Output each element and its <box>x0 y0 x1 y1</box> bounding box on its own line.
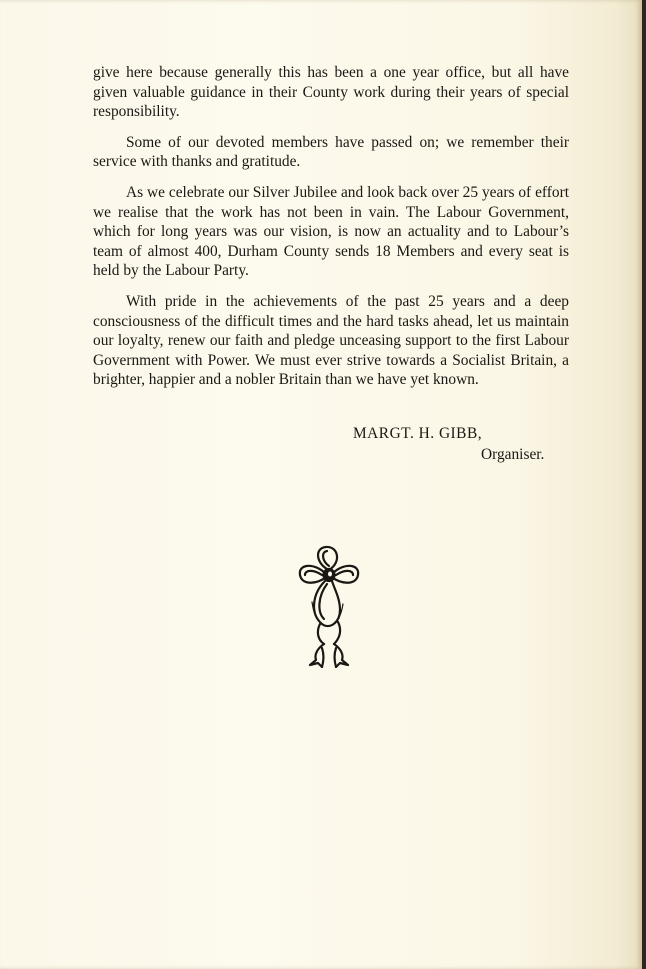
body-text <box>93 63 569 401</box>
paragraph-remembrance: Some of our devoted members have passed on; we remember their service with thanks and gratitude. <box>93 133 569 171</box>
signature-name: MARGT. H. GIBB, <box>353 425 483 442</box>
signature-title: Organiser. <box>481 446 545 463</box>
ribbon-bow-icon <box>296 544 362 668</box>
paragraph-silver-jubilee: As we celebrate our Silver Jubilee and look back over 25 years of effort we realise that the work has not been in vain. The Labour Government, which for long years was our vision, is now an actuality and to Labour’s team of almost 400, Durham County sends 18 Members and every seat is held by the Labour Party. <box>93 183 569 280</box>
page-edge <box>642 0 646 969</box>
paragraph-pledge: With pride in the achievements of the past 25 years and a deep consciousness of the difficult times and the hard tasks ahead, let us maintain our loyalty, renew our faith and pledge unceasing support to the first Labour Government with Power. We must ever strive towards a Socialist Britain, a brighter, happier and a nobler Britain than we have yet known. <box>93 292 569 389</box>
signature-block <box>353 423 544 465</box>
paragraph-continuation: give here because generally this has been a one year office, but all have given valuable guidance in their County work during their years of special responsibility. <box>93 64 569 121</box>
